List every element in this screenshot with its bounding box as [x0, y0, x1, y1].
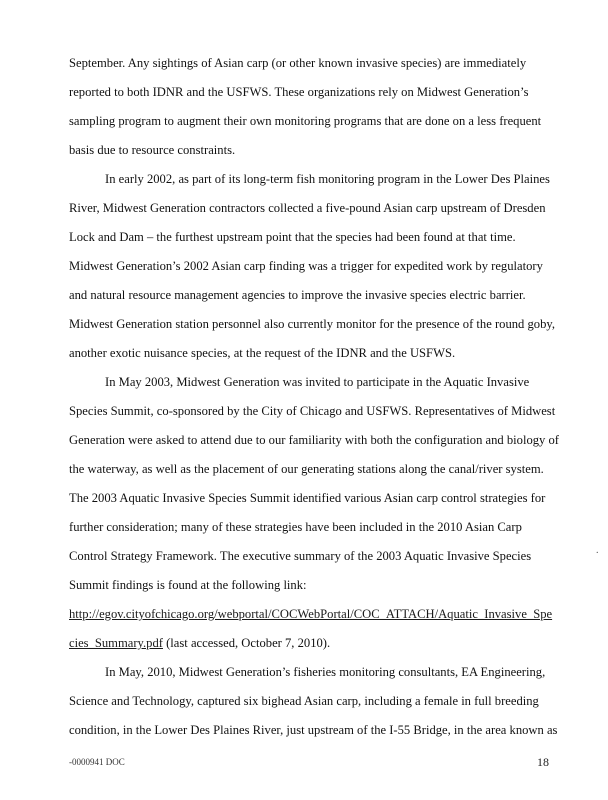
link-access-note: (last accessed, October 7, 2010). — [162, 636, 331, 650]
text-line: reported to both IDNR and the USFWS. These organizations rely on Midwest Generation’s — [69, 85, 529, 99]
text-line: The 2003 Aquatic Invasive Species Summit identified various Asian carp control strategies for — [69, 491, 546, 505]
summit-summary-link-continued[interactable]: cies_Summary.pdf — [69, 636, 163, 650]
text-line: Species Summit, co-sponsored by the City of Chicago and USFWS. Representatives of Midwest — [69, 404, 556, 418]
text-line: Control Strategy Framework. The executive summary of the 2003 Aquatic Invasive Species — [69, 549, 532, 563]
paragraph-start: In May, 2010, Midwest Generation’s fisheries monitoring consultants, EA Engineering, — [105, 665, 546, 679]
text-line: further consideration; many of these strategies have been included in the 2010 Asian Carp — [69, 520, 522, 534]
text-line: another exotic nuisance species, at the request of the IDNR and the USFWS. — [69, 346, 456, 360]
paragraph-start: In early 2002, as part of its long-term fish monitoring program in the Lower Des Plaines — [105, 172, 550, 186]
text-line: Midwest Generation station personnel also currently monitor for the presence of the round goby, — [69, 317, 556, 331]
text-line: Midwest Generation’s 2002 Asian carp finding was a trigger for expedited work by regulatory — [69, 259, 543, 273]
text-line — [69, 600, 551, 629]
text-line: sampling program to augment their own monitoring programs that are done on a less frequent — [69, 114, 542, 128]
margin-mark: . — [596, 545, 599, 556]
text-line: the waterway, as well as the placement of our generating stations along the canal/river system. — [69, 462, 544, 476]
text-line: September. Any sightings of Asian carp (or other known invasive species) are immediately — [69, 56, 527, 70]
paragraph-start: In May 2003, Midwest Generation was invited to participate in the Aquatic Invasive — [105, 375, 530, 389]
text-line: Summit findings is found at the following link: — [69, 578, 307, 592]
text-line: Generation were asked to attend due to our familiarity with both the configuration and biology of — [69, 433, 559, 447]
footer-doc-id: -0000941 DOC — [69, 757, 125, 767]
summit-summary-link[interactable]: http://egov.cityofchicago.org/webportal/COCWebPortal/COC_ATTACH/Aquatic_Invasive_Spe — [69, 607, 553, 621]
text-line — [69, 629, 551, 658]
text-line: River, Midwest Generation contractors collected a five-pound Asian carp upstream of Dresden — [69, 201, 546, 215]
text-line: condition, in the Lower Des Plaines River, just upstream of the I-55 Bridge, in the area known as — [69, 723, 558, 737]
document-body — [69, 49, 559, 745]
text-line: Science and Technology, captured six bighead Asian carp, including a female in full breeding — [69, 694, 539, 708]
text-line: Lock and Dam – the furthest upstream point that the species had been found at that time. — [69, 230, 516, 244]
text-line: basis due to resource constraints. — [69, 143, 236, 157]
page-number: 18 — [537, 755, 549, 769]
text-line: and natural resource management agencies to improve the invasive species electric barrier. — [69, 288, 526, 302]
